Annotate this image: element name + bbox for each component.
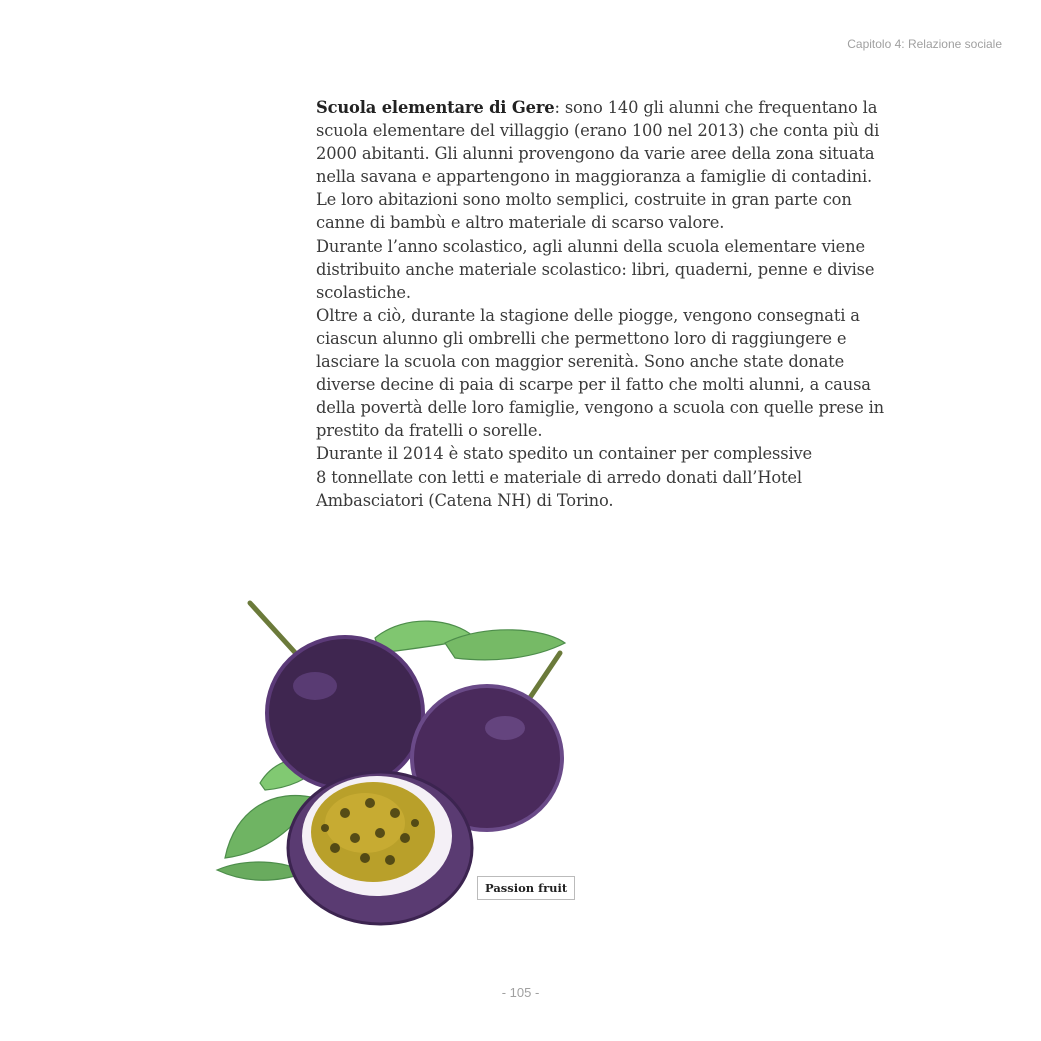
body-line: Oltre a ciò, durante la stagione delle piogge, vengono consegnati a (316, 305, 860, 325)
body-line: distribuito anche materiale scolastico: libri, quaderni, penne e divise (316, 259, 875, 279)
body-line: Durante l’anno scolastico, agli alunni della scuola elementare viene (316, 236, 865, 256)
cut-fruit (288, 772, 472, 924)
figure-caption: Passion fruit (477, 876, 575, 900)
body-line: lasciare la scuola con maggior serenità. Sono anche state donate (316, 352, 845, 372)
body-line: canne di bambù e altro materiale di scarso valore. (316, 213, 725, 233)
body-line: Durante il 2014 è stato spedito un container per complessive (316, 444, 813, 464)
body-line: scolastiche. (316, 282, 411, 302)
body-line: : sono 140 gli alunni che frequentano la (554, 98, 878, 117)
body-line: nella savana e appartengono in maggioranza a famiglie di contadini. (316, 167, 873, 187)
body-line: prestito da fratelli o sorelle. (316, 421, 543, 441)
body-line: 2000 abitanti. Gli alunni provengono da varie aree della zona situata (316, 144, 875, 164)
article-body (316, 96, 956, 512)
body-line: scuola elementare del villaggio (erano 100 nel 2013) che conta più di (316, 121, 880, 141)
whole-fruit-left (267, 637, 423, 789)
body-line: Le loro abitazioni sono molto semplici, costruite in gran parte con (316, 190, 852, 210)
paragraph-line-0 (316, 96, 956, 119)
chapter-header: Capitolo 4: Relazione sociale (847, 37, 1002, 51)
body-line: Ambasciatori (Catena NH) di Torino. (316, 490, 614, 510)
body-line: 8 tonnellate con letti e materiale di arredo donati dall’Hotel (316, 467, 802, 487)
section-title: Scuola elementare di Gere (316, 98, 555, 117)
body-line: diverse decine di paia di scarpe per il fatto che molti alunni, a causa (316, 375, 871, 395)
body-line: ciascun alunno gli ombrelli che permettono loro di raggiungere e (316, 328, 847, 348)
body-line: della povertà delle loro famiglie, vengono a scuola con quelle prese in (316, 398, 885, 418)
page-number: - 105 - (501, 985, 540, 1000)
